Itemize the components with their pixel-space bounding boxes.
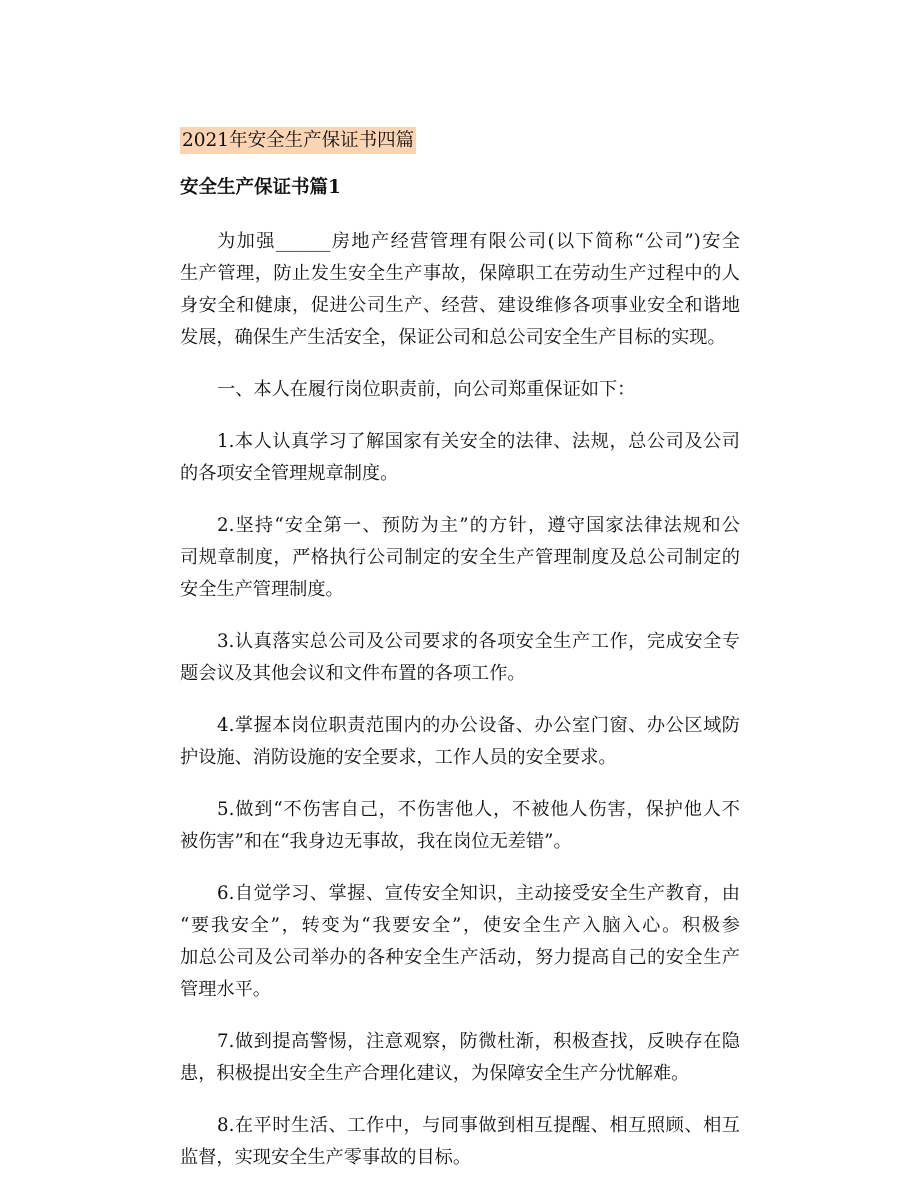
paragraph-line: 4.掌握本岗位职责范围内的办公设备、办公室门窗、办公区域防 — [217, 715, 740, 736]
paragraph — [180, 510, 740, 606]
paragraph-line: 被伤害”和在“我身边无事故，我在岗位无差错”。 — [180, 831, 572, 852]
paragraph — [180, 626, 740, 690]
paragraph-line: 7.做到提高警惕，注意观察，防微杜渐，积极查找，反映存在隐 — [217, 1031, 740, 1052]
paragraph — [180, 374, 740, 406]
paragraph-line: 一、本人在履行岗位职责前，向公司郑重保证如下： — [217, 379, 636, 400]
paragraph-line: 患，积极提出安全生产合理化建议，为保障安全生产分忧解难。 — [180, 1063, 690, 1084]
paragraph-line: 1.本人认真学习了解国家有关安全的法律、法规，总公司及公司 — [217, 431, 740, 452]
paragraph-line: 生产管理，防止发生安全生产事故，保障职工在劳动生产过程中的人 — [180, 263, 740, 284]
section-heading: 安全生产保证书篇1 — [180, 177, 341, 198]
paragraph-line: 3.认真落实总公司及公司要求的各项安全生产工作，完成安全专 — [217, 631, 740, 652]
paragraph-line: 5.做到“不伤害自己，不伤害他人，不被他人伤害，保护他人不 — [217, 799, 740, 820]
paragraph-line: “要我安全”，转变为“我要安全”，使安全生产入脑入心。积极参 — [180, 915, 740, 936]
paragraph-line: 的各项安全管理规章制度。 — [180, 463, 399, 484]
paragraph — [180, 226, 740, 354]
paragraph-line: 身安全和健康，促进公司生产、经营、建设维修各项事业安全和谐地 — [180, 295, 740, 316]
paragraph-line: 题会议及其他会议和文件布置的各项工作。 — [180, 663, 526, 684]
paragraph-line: 管理水平。 — [180, 979, 271, 1000]
paragraph — [180, 1026, 740, 1090]
paragraph-line: 2.坚持“安全第一、预防为主”的方针，遵守国家法律法规和公 — [217, 515, 740, 536]
paragraph-line: 8.在平时生活、工作中，与同事做到相互提醒、相互照顾、相互 — [217, 1115, 740, 1136]
paragraph-line: 为加强______房地产经营管理有限公司(以下简称“公司”)安全 — [217, 231, 740, 252]
paragraph-line: 6.自觉学习、掌握、宣传安全知识，主动接受安全生产教育，由 — [217, 883, 740, 904]
paragraph-line: 护设施、消防设施的安全要求，工作人员的安全要求。 — [180, 747, 617, 768]
paragraph — [180, 878, 740, 1006]
document-body — [180, 226, 740, 1194]
paragraph-line: 监督，实现安全生产零事故的目标。 — [180, 1147, 472, 1168]
paragraph-line: 安全生产管理制度。 — [180, 579, 344, 600]
paragraph — [180, 426, 740, 490]
paragraph-line: 司规章制度，严格执行公司制定的安全生产管理制度及总公司制定的 — [180, 547, 740, 568]
paragraph-line: 发展，确保生产生活安全，保证公司和总公司安全生产目标的实现。 — [180, 327, 726, 348]
paragraph — [180, 710, 740, 774]
paragraph — [180, 794, 740, 858]
paragraph-line: 加总公司及公司举办的各种安全生产活动，努力提高自己的安全生产 — [180, 947, 740, 968]
paragraph — [180, 1110, 740, 1174]
document-title: 2021年安全生产保证书四篇 — [180, 127, 416, 154]
